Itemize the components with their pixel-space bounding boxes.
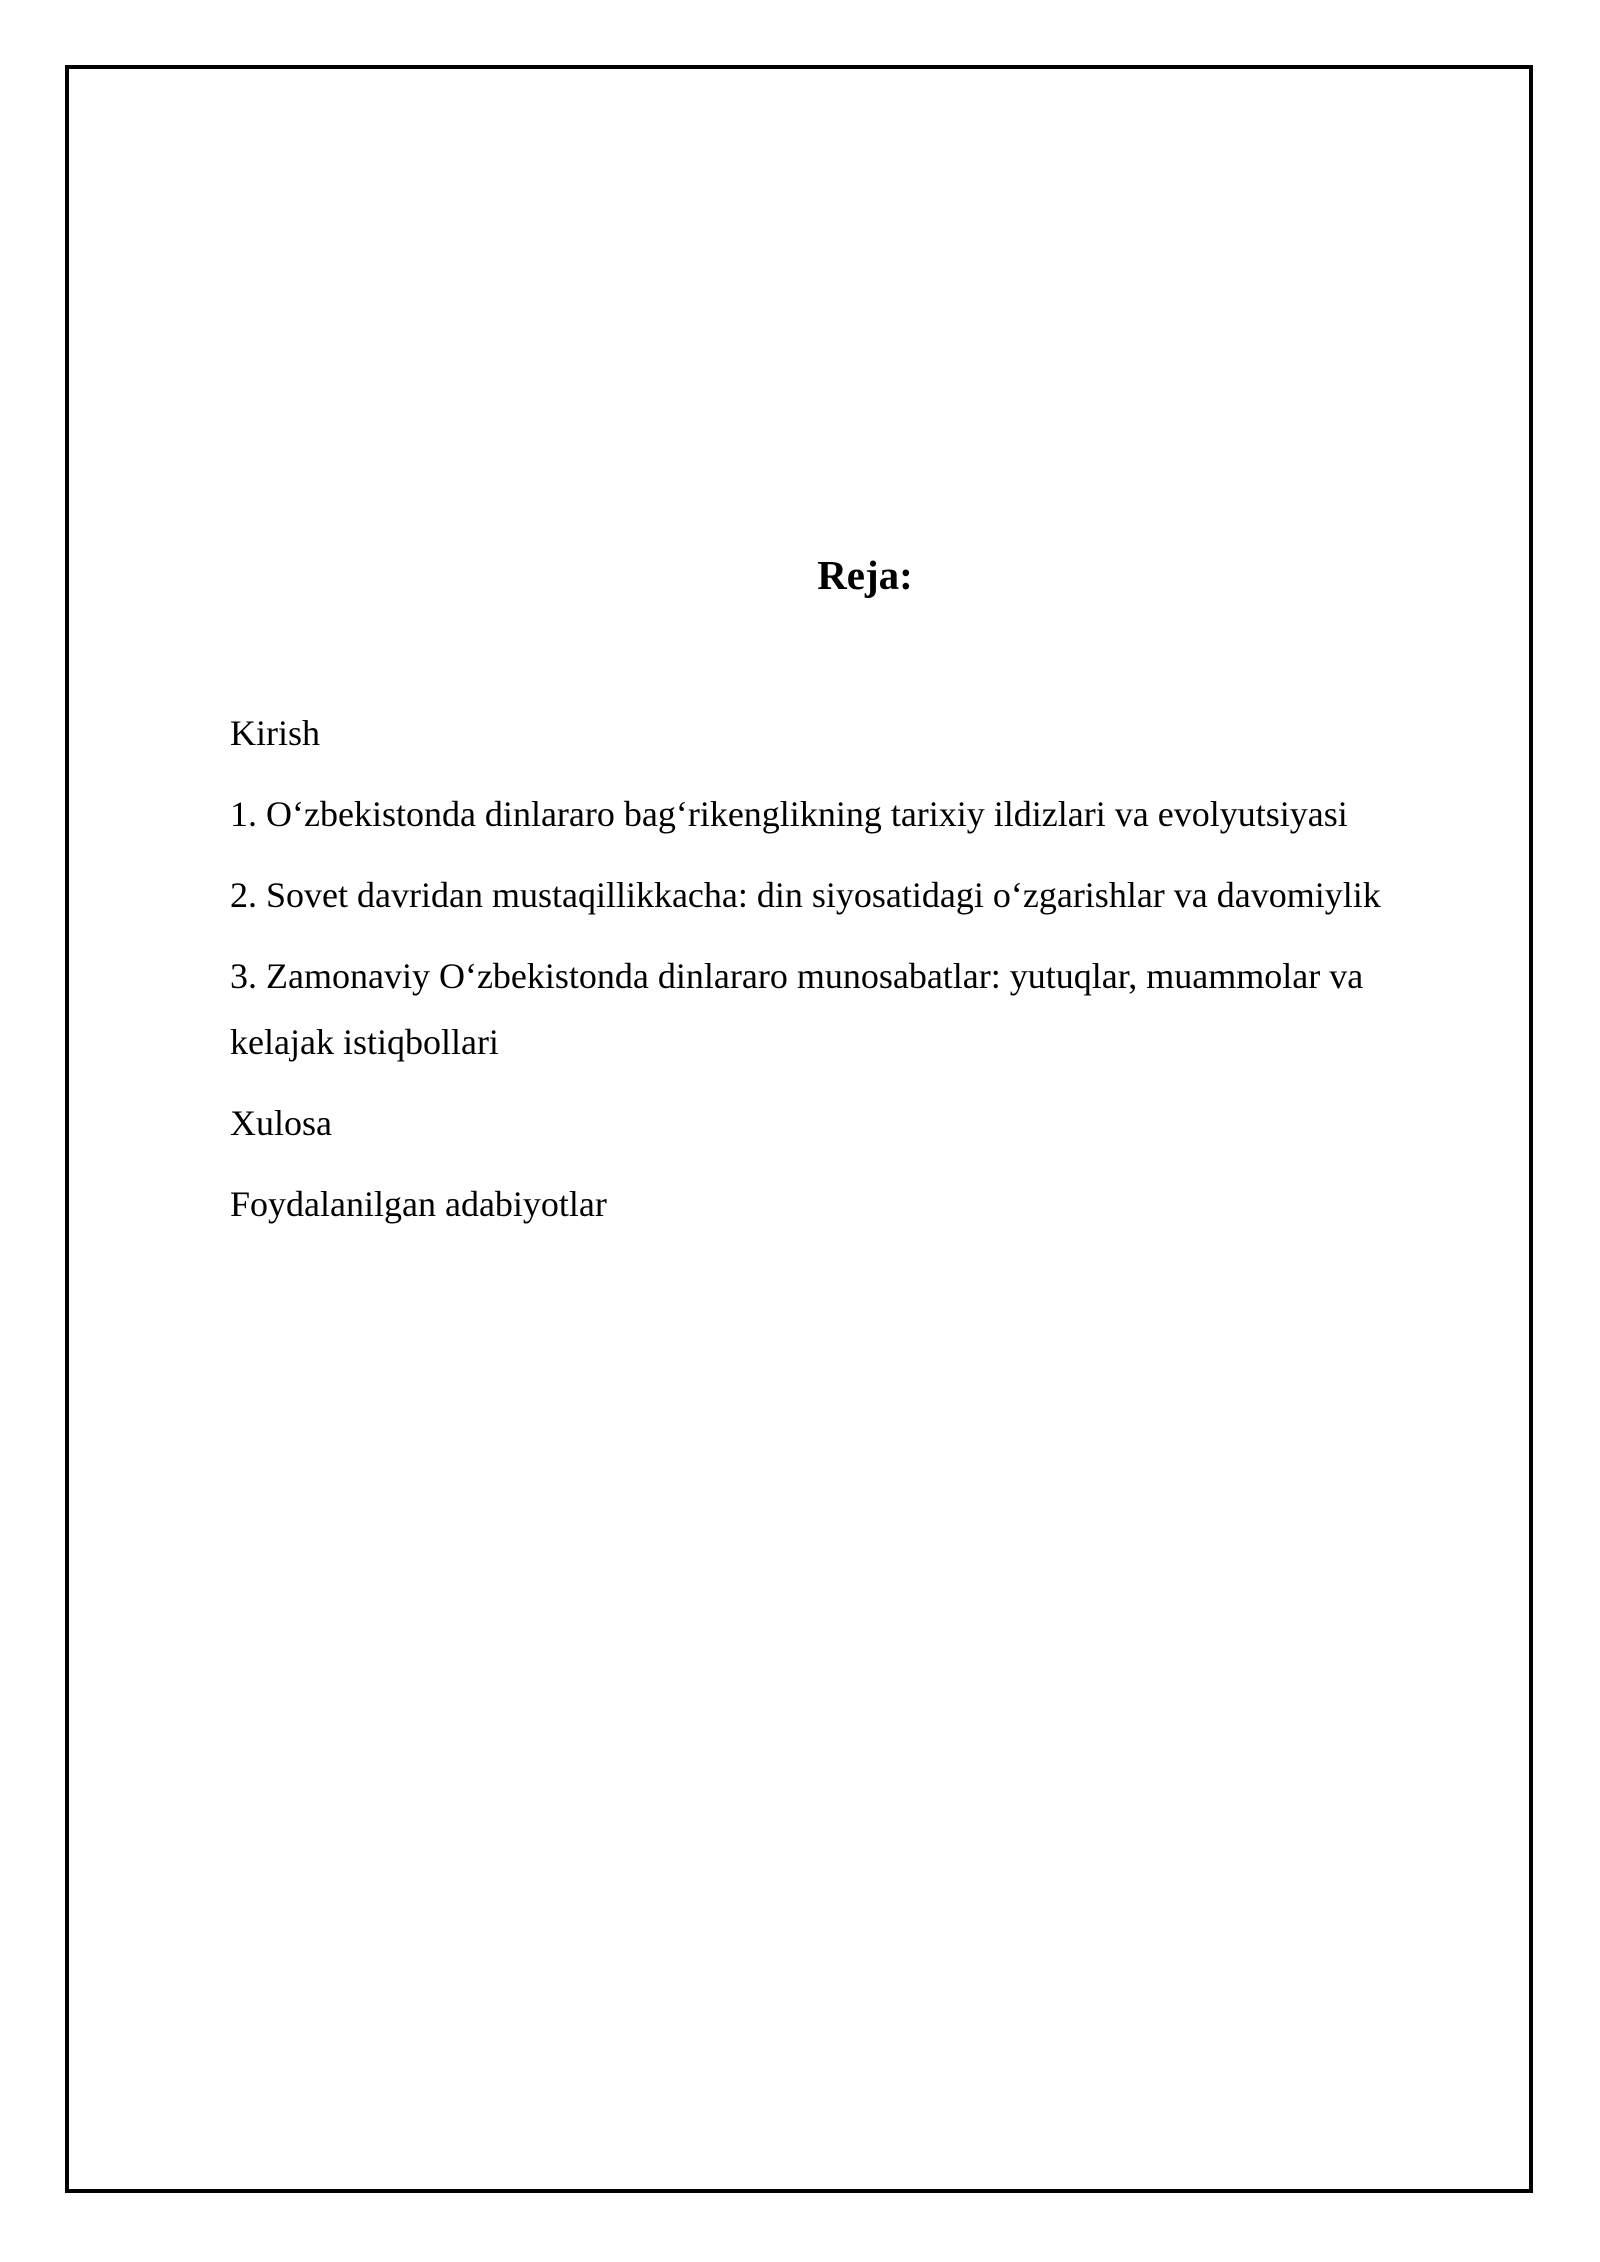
page-title: Reja: xyxy=(817,552,913,598)
plan-item-3: 3. Zamonaviy O‘zbekistonda dinlararo munosabatlar: yutuqlar, muammolar va kelajak istiqbollari xyxy=(230,956,1364,1062)
plan-item-1: 1. O‘zbekistonda dinlararo bag‘rikenglikning tarixiy ildizlari va evolyutsiyasi xyxy=(230,794,1348,834)
plan-list xyxy=(230,700,1460,1237)
plan-item-introduction: Kirish xyxy=(230,713,320,753)
plan-item-conclusion: Xulosa xyxy=(230,1103,332,1143)
document-content xyxy=(230,545,1460,1252)
plan-item-2: 2. Sovet davridan mustaqillikkacha: din siyosatidagi o‘zgarishlar va davomiylik xyxy=(230,875,1381,915)
plan-item-references: Foydalanilgan adabiyotlar xyxy=(230,1184,607,1224)
